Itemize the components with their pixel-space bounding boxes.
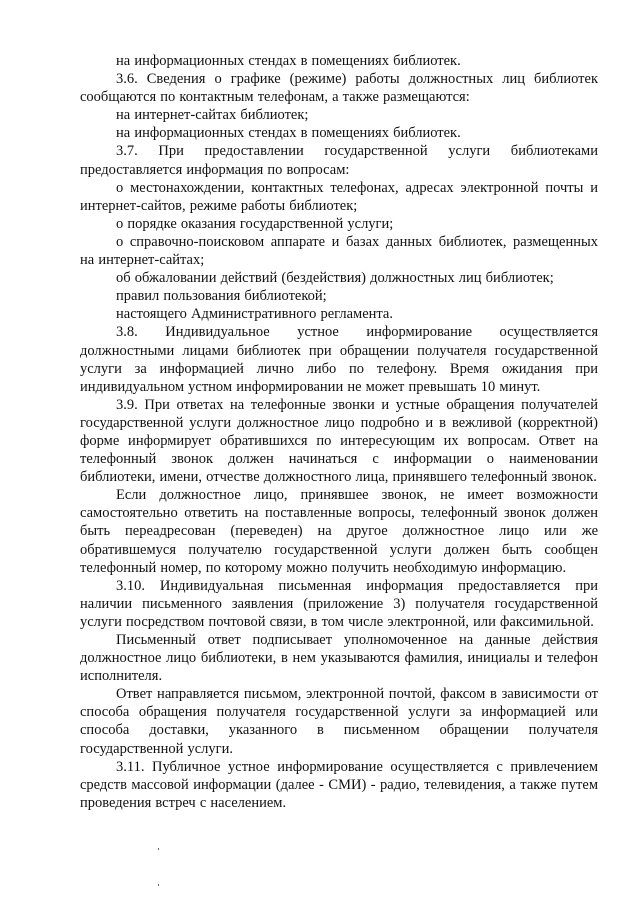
scan-speck: [158, 848, 159, 850]
paragraph: 3.8. Индивидуальное устное информирование осуществляется должностными лицами библиотек при обращении получателя государственной услуги за информацией лично либо по телефону. Время ожидания при индивидуальном устном информировании не может превышать 10 минут.: [80, 324, 598, 395]
paragraph: о порядке оказания государственной услуги;: [116, 215, 394, 232]
paragraph: на информационных стендах в помещениях библиотек.: [116, 53, 461, 69]
paragraph: о справочно-поисковом аппарате и базах данных библиотек, размещенных на интернет-сайтах;: [80, 233, 598, 269]
paragraph: об обжаловании действий (бездействия) должностных лиц библиотек;: [116, 270, 554, 287]
paragraph: о местонахождении, контактных телефонах, адресах электронной почты и интернет-сайтов, режиме работы библиотек;: [80, 179, 598, 214]
paragraph: 3.11. Публичное устное информирование осуществляется с привлечением средств массовой информации (далее - СМИ) - радио, телевидения, а также путем проведения встреч с населением.: [80, 758, 598, 811]
document-body: [80, 52, 598, 812]
scan-speck: [158, 884, 159, 886]
paragraph: Ответ направляется письмом, электронной почтой, факсом в зависимости от способа обращения получателя государственной услуги за информацией или способа доставки, указанного в письменном обращении получателя государственной услуги.: [80, 686, 598, 757]
paragraph: настоящего Административного регламента.: [116, 306, 393, 323]
paragraph: на информационных стендах в помещениях библиотек.: [116, 125, 461, 142]
paragraph: на интернет-сайтах библиотек;: [116, 107, 309, 124]
paragraph: Письменный ответ подписывает уполномоченное на данные действия должностное лицо библиотеки, в нем указываются фамилия, инициалы и телефон исполнителя.: [80, 632, 598, 685]
paragraph: 3.7. При предоставлении государственной услуги библиотеками предоставляется информация по вопросам:: [80, 143, 598, 178]
paragraph: 3.9. При ответах на телефонные звонки и устные обращения получателей государственной услуги должностное лицо подробно и в вежливой (корректной) форме информирует обратившихся по интересующим их вопросам. Ответ на телефонный звонок должен начинаться с информации о наименовании библиотеки, имени, отчестве должностного лица, принявшего телефонный звонок.: [80, 396, 598, 486]
paragraph: 3.10. Индивидуальная письменная информация предоставляется при наличии письменного заявления (приложение 3) получателя государственной услуги посредством почтовой связи, в том числе электронной, или факсимильной.: [80, 577, 598, 630]
paragraph: 3.6. Сведения о графике (режиме) работы должностных лиц библиотек сообщаются по контактным телефонам, а также размещаются:: [80, 71, 598, 106]
paragraph: Если должностное лицо, принявшее звонок, не имеет возможности самостоятельно ответить на поставленные вопросы, телефонный звонок должен быть переадресован (переведен) на другое должностное лицо или же обратившемуся получателю государственной услуги должен быть сообщен телефонный номер, по которому можно получить необходимую информацию.: [80, 487, 598, 576]
paragraph: правил пользования библиотекой;: [116, 288, 327, 305]
